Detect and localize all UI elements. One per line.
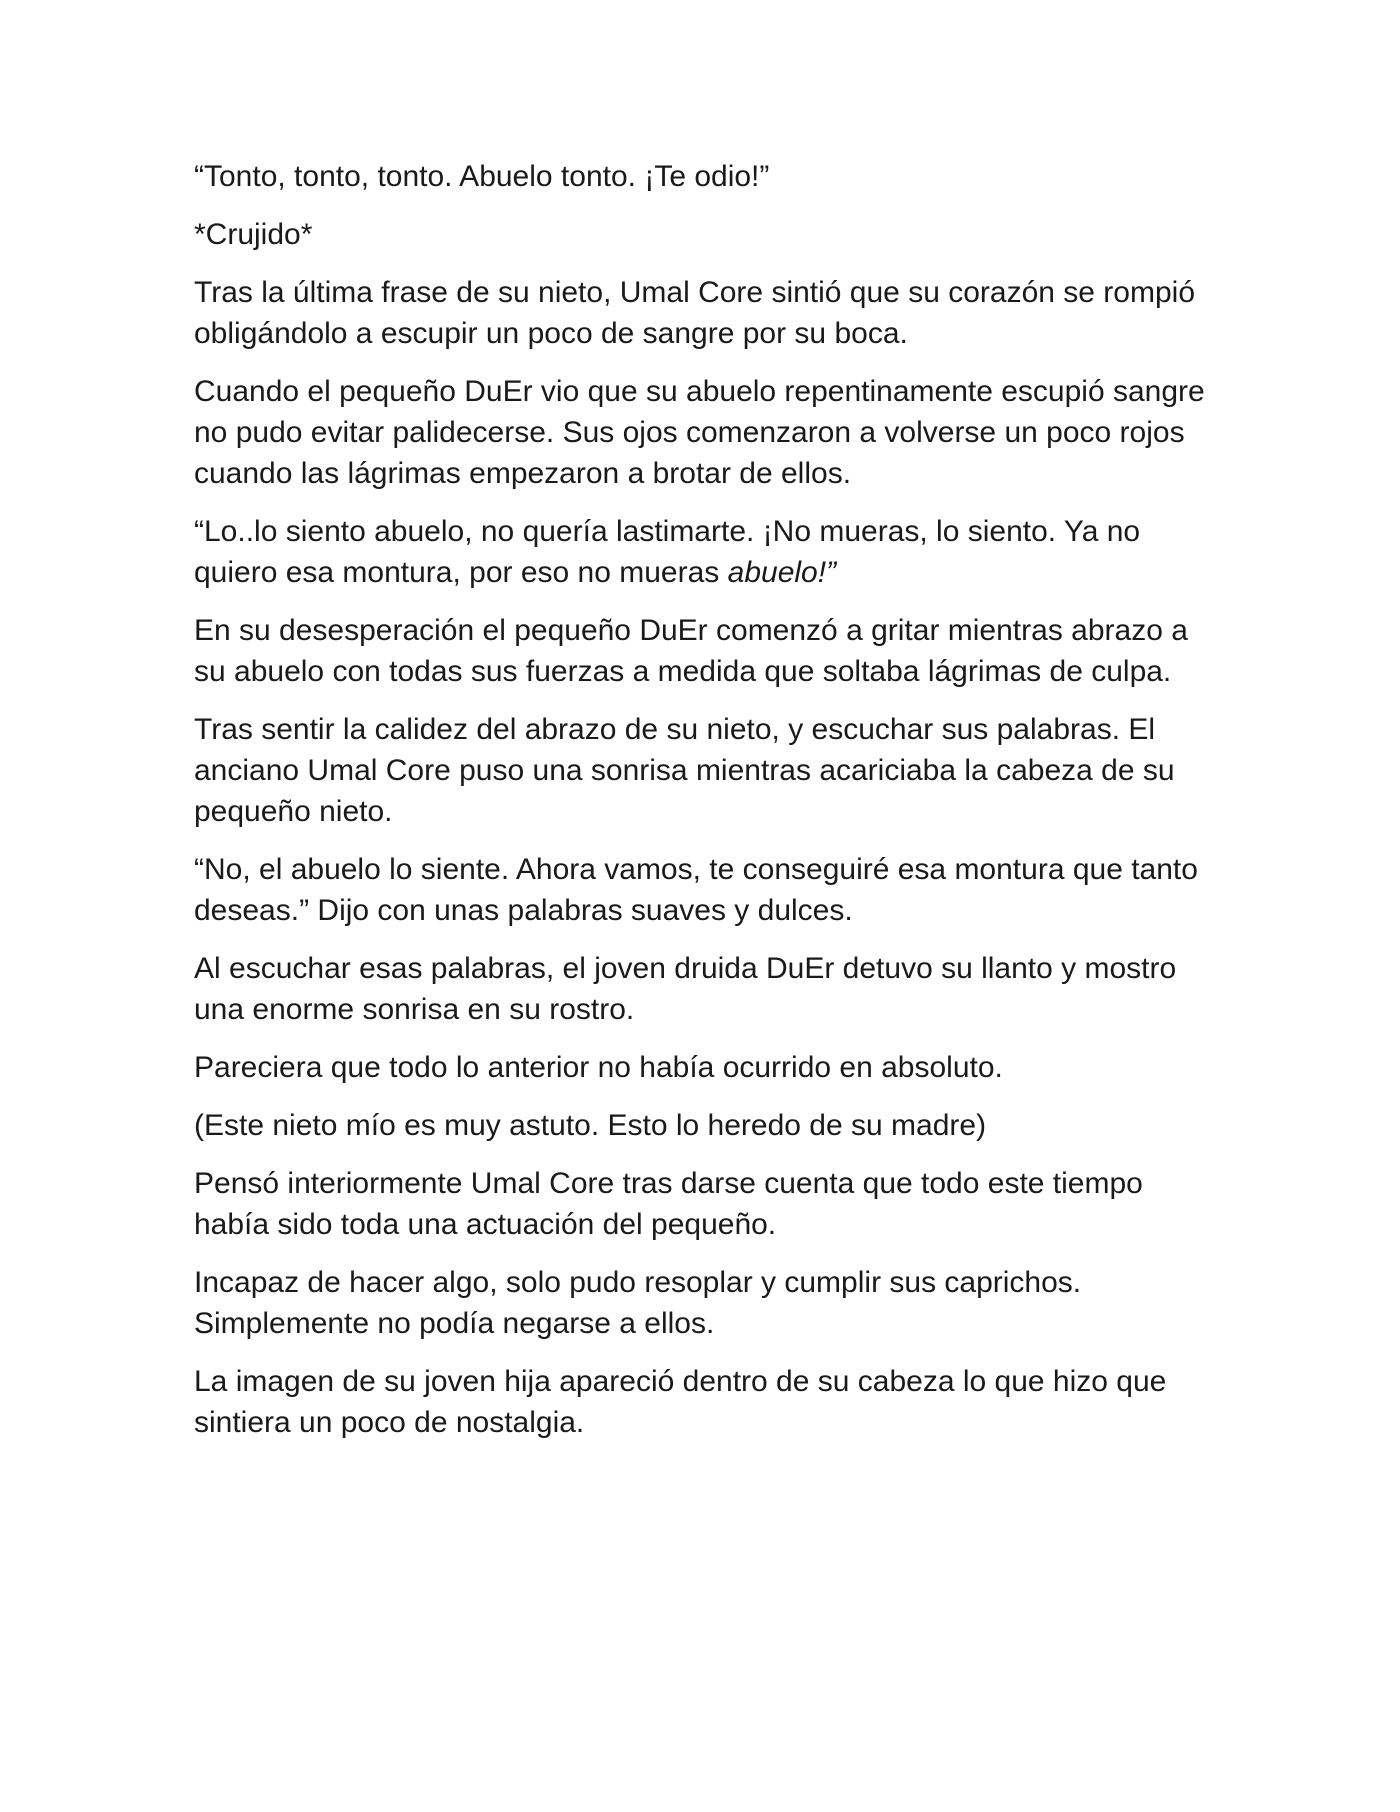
- paragraph-5: [194, 511, 1214, 593]
- paragraph-8: [194, 849, 1214, 931]
- paragraph-text: Tras la última frase de su nieto, Umal Core sintió que su corazón se rompió obligándolo a escupir un poco de sangre por su boca.: [194, 276, 1196, 350]
- paragraph-text: La imagen de su joven hija apareció dentro de su cabeza lo que hizo que sintiera un poco de nostalgia.: [194, 1365, 1167, 1439]
- paragraph-text: (Este nieto mío es muy astuto. Esto lo heredo de su madre): [194, 1109, 987, 1142]
- paragraph-7: [194, 709, 1214, 832]
- paragraph-text: Pareciera que todo lo anterior no había ocurrido en absoluto.: [194, 1051, 1003, 1084]
- paragraph-text: En su desesperación el pequeño DuEr comenzó a gritar mientras abrazo a su abuelo con todas sus fuerzas a medida que soltaba lágrimas de culpa.: [194, 614, 1188, 688]
- paragraph-text: Pensó interiormente Umal Core tras darse cuenta que todo este tiempo había sido toda una actuación del pequeño.: [194, 1167, 1143, 1241]
- paragraph-text: Incapaz de hacer algo, solo pudo resoplar y cumplir sus caprichos. Simplemente no podía negarse a ellos.: [194, 1266, 1082, 1340]
- paragraph-13: [194, 1262, 1214, 1344]
- paragraph-text: Cuando el pequeño DuEr vio que su abuelo repentinamente escupió sangre no pudo evitar palidecerse. Sus ojos comenzaron a volverse un poco rojos cuando las lágrimas empezaron a brotar de ellos.: [194, 375, 1205, 490]
- paragraph-text: “Lo..lo siento abuelo, no quería lastimarte. ¡No mueras, lo siento. Ya no quiero esa montura, por eso no mueras: [194, 515, 1141, 589]
- paragraph-14: [194, 1361, 1214, 1443]
- paragraph-1: [194, 156, 1214, 197]
- paragraph-9: [194, 948, 1214, 1030]
- paragraph-4: [194, 371, 1214, 494]
- paragraph-10: [194, 1047, 1214, 1088]
- paragraph-11: [194, 1105, 1214, 1146]
- document-page: [194, 156, 1214, 1460]
- paragraph-text: Tras sentir la calidez del abrazo de su nieto, y escuchar sus palabras. El anciano Umal Core puso una sonrisa mientras acariciaba la cabeza de su pequeño nieto.: [194, 713, 1175, 828]
- paragraph-6: [194, 610, 1214, 692]
- paragraph-text: Al escuchar esas palabras, el joven druida DuEr detuvo su llanto y mostro una enorme sonrisa en su rostro.: [194, 952, 1177, 1026]
- paragraph-text: “No, el abuelo lo siente. Ahora vamos, te conseguiré esa montura que tanto deseas.” Dijo con unas palabras suaves y dulces.: [194, 853, 1198, 927]
- paragraph-text: *Crujido*: [194, 218, 313, 251]
- paragraph-text: “Tonto, tonto, tonto. Abuelo tonto. ¡Te odio!”: [194, 160, 770, 193]
- paragraph-2: [194, 214, 1214, 255]
- paragraph-3: [194, 272, 1214, 354]
- paragraph-12: [194, 1163, 1214, 1245]
- paragraph-emphasis: abuelo!”: [727, 556, 837, 589]
